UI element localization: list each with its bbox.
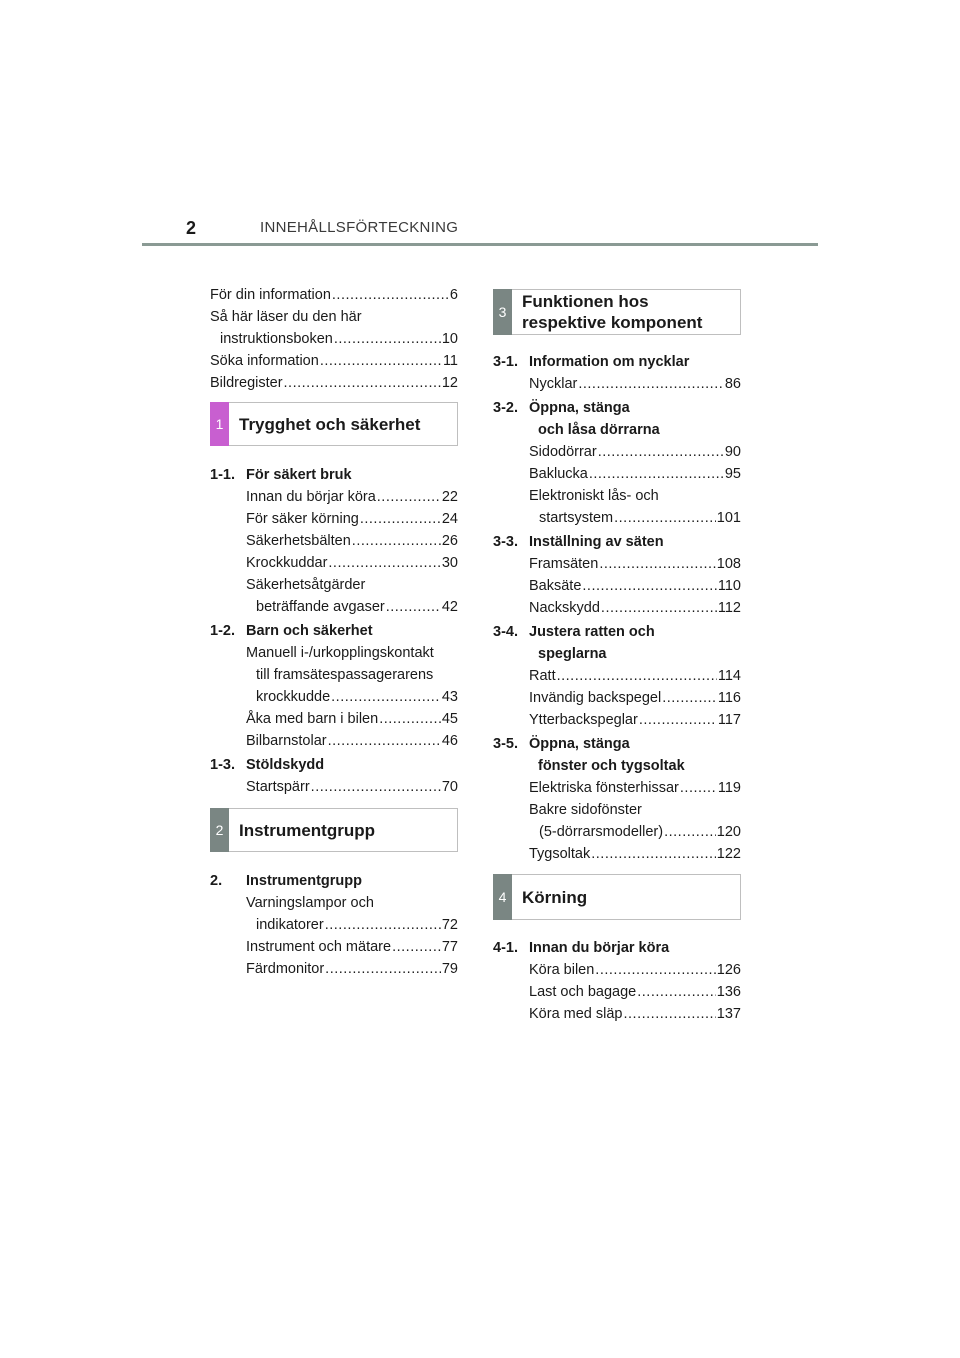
chapter-tab: 1: [210, 402, 229, 446]
toc-page-number: 10: [441, 331, 458, 347]
section-heading[interactable]: [210, 754, 458, 776]
section-title-line: Innan du börjar köra: [529, 940, 670, 956]
toc-entry-text: Startspärr: [246, 779, 310, 795]
chapter-3-heading[interactable]: [493, 289, 741, 335]
toc-line: [246, 552, 458, 574]
chapter-tab: 4: [493, 874, 512, 920]
dot-leader: [557, 665, 717, 687]
section-number: 3-1.: [493, 354, 518, 370]
section-items: [493, 553, 741, 619]
toc-entry[interactable]: [246, 530, 458, 552]
toc-entry-text: För din information: [210, 287, 331, 303]
toc-page-number: 11: [442, 353, 458, 369]
toc-line: [529, 553, 741, 575]
toc-page-number: 136: [716, 984, 741, 1000]
section-heading[interactable]: [210, 464, 458, 486]
section-title-line: Justera ratten och: [529, 624, 655, 640]
dot-leader: [328, 552, 440, 574]
toc-entry[interactable]: [529, 799, 741, 843]
toc-line: [529, 821, 741, 843]
header-rule: [142, 243, 818, 246]
toc-section: [210, 754, 458, 798]
section-items: [210, 892, 458, 980]
toc-entry-text: till framsätespassagerarens: [256, 667, 434, 683]
toc-entry-text: Framsäten: [529, 556, 599, 572]
dot-leader: [599, 553, 715, 575]
section-number: 3-5.: [493, 736, 518, 752]
toc-page-number: 70: [441, 779, 458, 795]
section-title-line: Öppna, stänga: [529, 400, 630, 416]
toc-page-number: 122: [716, 846, 741, 862]
section-title-line: Information om nycklar: [529, 354, 690, 370]
dot-leader: [624, 1003, 716, 1025]
dot-leader: [284, 372, 441, 394]
section-title: [246, 754, 324, 776]
toc-line: [529, 463, 741, 485]
section-items: [493, 373, 741, 395]
section-number: 1-1.: [210, 467, 235, 483]
toc-entry[interactable]: [529, 777, 741, 799]
section-number: 1-2.: [210, 623, 235, 639]
toc-page-number: 112: [717, 600, 741, 616]
dot-leader: [352, 530, 441, 552]
dot-leader: [377, 486, 441, 508]
toc-page-number: 120: [716, 824, 741, 840]
toc-line: [210, 350, 458, 372]
toc-line: [246, 730, 458, 752]
section-number: 2.: [210, 873, 223, 889]
section-number: 3-3.: [493, 534, 518, 550]
toc-page-number: 108: [716, 556, 741, 572]
toc-line: [529, 441, 741, 463]
toc-entry-text: Baksäte: [529, 578, 582, 594]
dot-leader: [664, 821, 716, 843]
section-title: [529, 733, 685, 777]
toc-entry[interactable]: [529, 665, 741, 687]
toc-entry-text: Åka med barn i bilen: [246, 711, 379, 727]
toc-page-number: 79: [441, 961, 458, 977]
toc-page-number: 24: [441, 511, 458, 527]
toc-entry[interactable]: [246, 958, 458, 980]
section-title-line: Öppna, stänga: [529, 736, 630, 752]
toc-page-number: 22: [441, 489, 458, 505]
section-heading[interactable]: [210, 620, 458, 642]
toc-entry-text: Söka information: [210, 353, 319, 369]
toc-line: [246, 936, 458, 958]
chapter-2-heading[interactable]: [210, 808, 458, 852]
toc-line: [529, 1003, 741, 1025]
toc-entry[interactable]: [246, 642, 458, 708]
toc-page-number: 86: [724, 376, 741, 392]
toc-page-number: 119: [717, 780, 741, 796]
right-column: [493, 289, 741, 1025]
toc-line: [246, 914, 458, 936]
page-header: [142, 214, 818, 246]
chapter-tab: 3: [493, 289, 512, 335]
toc-entry[interactable]: [529, 981, 741, 1003]
dot-leader: [614, 507, 716, 529]
section-heading[interactable]: [210, 870, 458, 892]
dot-leader: [386, 596, 441, 618]
toc-entry[interactable]: [246, 892, 458, 936]
toc-entry-text: Nycklar: [529, 376, 578, 392]
toc-entry[interactable]: [246, 552, 458, 574]
toc-section: [493, 937, 741, 1025]
toc-entry-text: Så här läser du den här: [210, 309, 362, 325]
toc-entry[interactable]: [246, 486, 458, 508]
toc-section: [210, 620, 458, 752]
section-heading[interactable]: [493, 531, 741, 553]
toc-entry-text: Färdmonitor: [246, 961, 325, 977]
toc-section: [210, 464, 458, 618]
toc-entry-text: Elektroniskt lås- och: [529, 488, 659, 504]
section-title-line: Instrumentgrupp: [246, 873, 362, 889]
toc-line: [529, 687, 741, 709]
toc-entry-text: Instrument och mätare: [246, 939, 392, 955]
section-items: [493, 959, 741, 1025]
toc-page-number: 110: [717, 578, 741, 594]
toc-entry-text: instruktionsboken: [220, 331, 333, 347]
toc-line: [529, 777, 741, 799]
section-items: [493, 665, 741, 731]
left-column: [210, 284, 458, 980]
toc-page-number: 6: [449, 287, 458, 303]
toc-line: [246, 958, 458, 980]
dot-leader: [662, 687, 717, 709]
section-number: 3-4.: [493, 624, 518, 640]
dot-leader: [320, 350, 442, 372]
toc-line: [529, 981, 741, 1003]
toc-page-number: 77: [441, 939, 458, 955]
section-number: 1-3.: [210, 757, 235, 773]
dot-leader: [311, 776, 441, 798]
toc-line: [246, 530, 458, 552]
dot-leader: [601, 597, 717, 619]
dot-leader: [325, 958, 441, 980]
toc-line: [210, 284, 458, 306]
toc-line: [210, 372, 458, 394]
toc-page-number: 43: [441, 689, 458, 705]
section-items: [210, 486, 458, 618]
section-number: 4-1.: [493, 940, 518, 956]
toc-entry[interactable]: [210, 372, 458, 394]
toc-section: [493, 531, 741, 619]
toc-line: [246, 486, 458, 508]
toc-entry-text: Säkerhetsbälten: [246, 533, 351, 549]
chapter-2-sections: [210, 870, 458, 980]
chapter-3-sections: [493, 351, 741, 865]
dot-leader: [680, 777, 717, 799]
toc-line: [210, 328, 458, 350]
toc-entry-text: Innan du börjar köra: [246, 489, 376, 505]
chapter-tab: 2: [210, 808, 229, 852]
toc-entry[interactable]: [529, 441, 741, 463]
chapter-title: Instrumentgrupp: [239, 820, 375, 840]
intro-list: [210, 284, 458, 394]
toc-entry[interactable]: [529, 709, 741, 731]
toc-entry-text: Varningslampor och: [246, 895, 374, 911]
toc-entry[interactable]: [210, 284, 458, 306]
section-items: [210, 776, 458, 798]
section-items: [210, 642, 458, 752]
section-heading[interactable]: [493, 733, 741, 777]
chapter-title: Trygghet och säkerhet: [239, 414, 421, 434]
toc-entry[interactable]: [210, 350, 458, 372]
toc-line: [246, 708, 458, 730]
toc-entry[interactable]: [246, 936, 458, 958]
section-title-line: speglarna: [538, 646, 607, 662]
section-items: [493, 777, 741, 865]
section-title-line: fönster och tygsoltak: [538, 758, 685, 774]
toc-entry-text: Ratt: [529, 668, 556, 684]
toc-line: [246, 686, 458, 708]
toc-line: [529, 597, 741, 619]
toc-page-number: 12: [441, 375, 458, 391]
chapter-title: Körning: [522, 887, 588, 907]
dot-leader: [360, 508, 441, 530]
toc-entry[interactable]: [529, 843, 741, 865]
toc-entry[interactable]: [529, 373, 741, 395]
dot-leader: [392, 936, 441, 958]
toc-page-number: 45: [441, 711, 458, 727]
chapter-4-heading[interactable]: [493, 874, 741, 920]
toc-entry-text: Köra med släp: [529, 1006, 623, 1022]
section-heading[interactable]: [493, 397, 741, 441]
section-title: [529, 351, 689, 373]
toc-entry[interactable]: [246, 776, 458, 798]
toc-line: [529, 709, 741, 731]
chapter-4-sections: [493, 937, 741, 1025]
section-heading[interactable]: [493, 937, 741, 959]
toc-entry-text: Manuell i-/urkopplingskontakt: [246, 645, 434, 661]
dot-leader: [578, 373, 724, 395]
toc-entry-text: indikatorer: [256, 917, 324, 933]
dot-leader: [325, 914, 441, 936]
toc-page-number: 90: [724, 444, 741, 460]
toc-entry[interactable]: [246, 508, 458, 530]
toc-line: [529, 959, 741, 981]
section-title: [246, 870, 362, 892]
section-title-line: Inställning av säten: [529, 534, 664, 550]
toc-page-number: 126: [716, 962, 741, 978]
toc-page-number: 95: [724, 466, 741, 482]
toc-page-number: 42: [441, 599, 458, 615]
toc-entry[interactable]: [529, 959, 741, 981]
chapter-1-heading[interactable]: [210, 402, 458, 446]
section-title: [529, 397, 660, 441]
toc-entry[interactable]: [246, 574, 458, 618]
section-title: [529, 531, 664, 553]
toc-page-number: 114: [717, 668, 741, 684]
toc-entry-text: Tygsoltak: [529, 846, 591, 862]
toc-entry-text: Last och bagage: [529, 984, 637, 1000]
toc-entry-text: Invändig backspegel: [529, 690, 662, 706]
dot-leader: [598, 441, 724, 463]
toc-page-number: 101: [716, 510, 741, 526]
toc-section: [210, 870, 458, 980]
dot-leader: [379, 708, 441, 730]
section-number: 3-2.: [493, 400, 518, 416]
toc-page-number: 137: [716, 1006, 741, 1022]
toc-entry[interactable]: [529, 485, 741, 529]
section-title: [246, 620, 373, 642]
section-heading[interactable]: [493, 351, 741, 373]
toc-page-number: 30: [441, 555, 458, 571]
toc-entry-text: Bakre sidofönster: [529, 802, 642, 818]
section-title-line: Barn och säkerhet: [246, 623, 373, 639]
section-title-line: och låsa dörrarna: [538, 422, 660, 438]
toc-entry[interactable]: [529, 575, 741, 597]
toc-section: [493, 733, 741, 865]
toc-page-number: 72: [441, 917, 458, 933]
toc-entry-text: (5-dörrarsmodeller): [539, 824, 664, 840]
toc-section: [493, 621, 741, 731]
section-items: [493, 441, 741, 529]
toc-entry-text: beträffande avgaser: [256, 599, 385, 615]
toc-section: [493, 351, 741, 395]
toc-entry[interactable]: [529, 687, 741, 709]
toc-entry[interactable]: [529, 553, 741, 575]
toc-entry[interactable]: [529, 1003, 741, 1025]
toc-line: [529, 665, 741, 687]
page-title: INNEHÅLLSFÖRTECKNING: [260, 219, 459, 236]
toc-entry[interactable]: [529, 463, 741, 485]
toc-entry-text: Nackskydd: [529, 600, 600, 616]
toc-section: [493, 397, 741, 529]
dot-leader: [637, 981, 716, 1003]
dot-leader: [328, 730, 441, 752]
toc-entry-text: Elektriska fönsterhissar: [529, 780, 679, 796]
toc-page-number: 116: [717, 690, 741, 706]
section-title: [246, 464, 352, 486]
section-title: [529, 937, 669, 959]
toc-page-number: 117: [717, 712, 741, 728]
toc-entry-text: Baklucka: [529, 466, 588, 482]
toc-entry[interactable]: [529, 597, 741, 619]
chapter-1-sections: [210, 464, 458, 798]
dot-leader: [591, 843, 716, 865]
toc-entry[interactable]: [246, 708, 458, 730]
toc-entry-text: krockkudde: [256, 689, 331, 705]
toc-line: [529, 373, 741, 395]
page-number: 2: [186, 218, 197, 238]
section-title: [529, 621, 655, 665]
toc-entry-text: Krockkuddar: [246, 555, 328, 571]
toc-page-number: 26: [441, 533, 458, 549]
toc-line: [246, 596, 458, 618]
toc-line: [529, 575, 741, 597]
toc-entry-text: startsystem: [539, 510, 614, 526]
section-title-line: Stöldskydd: [246, 757, 325, 773]
dot-leader: [334, 328, 441, 350]
toc-entry-text: Bildregister: [210, 375, 283, 391]
toc-entry-text: Bilbarnstolar: [246, 733, 327, 749]
dot-leader: [331, 686, 441, 708]
toc-entry[interactable]: [210, 306, 458, 350]
toc-line: [246, 776, 458, 798]
toc-line: [529, 843, 741, 865]
toc-entry-text: För säker körning: [246, 511, 359, 527]
toc-entry-text: Säkerhetsåtgärder: [246, 577, 366, 593]
dot-leader: [589, 463, 724, 485]
toc-entry-text: Ytterbackspeglar: [529, 712, 638, 728]
toc-page-number: 46: [441, 733, 458, 749]
toc-entry-text: Sidodörrar: [529, 444, 597, 460]
dot-leader: [582, 575, 716, 597]
dot-leader: [639, 709, 717, 731]
dot-leader: [595, 959, 716, 981]
toc-entry-text: Köra bilen: [529, 962, 595, 978]
chapter-title: Funktionen hos respektive komponent: [522, 292, 703, 332]
toc-line: [529, 507, 741, 529]
toc-entry[interactable]: [246, 730, 458, 752]
section-title-line: För säkert bruk: [246, 467, 352, 483]
dot-leader: [332, 284, 449, 306]
toc-line: [246, 508, 458, 530]
section-heading[interactable]: [493, 621, 741, 665]
